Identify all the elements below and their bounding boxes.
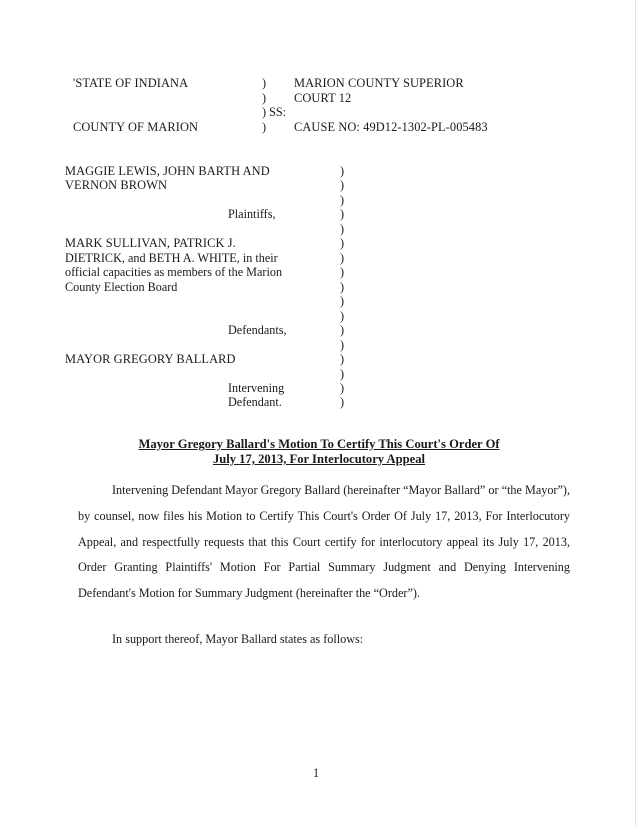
party-paren: ) [340, 164, 345, 178]
party-paren: ) [340, 265, 345, 279]
intervenor-role-line2: Defendant. [228, 395, 282, 409]
defendants-role: Defendants, [228, 323, 287, 337]
paragraph-2-text: In support thereof, Mayor Ballard states as follows: [112, 632, 364, 646]
plaintiffs-role: Plaintiffs, [228, 207, 276, 221]
party-paren: ) [340, 338, 345, 352]
party-paren: ) [340, 193, 345, 207]
caption-state: 'STATE OF INDIANA [73, 76, 189, 90]
party-paren: ) [340, 280, 345, 294]
plaintiffs-name-line2: VERNON BROWN [65, 178, 168, 192]
party-paren: ) [340, 251, 345, 265]
party-paren: ) [340, 381, 345, 395]
caption-cause-number: CAUSE NO: 49D12-1302-PL-005483 [294, 120, 488, 134]
party-paren: ) [340, 178, 345, 192]
party-paren: ) [340, 222, 345, 236]
party-paren: ) [340, 294, 345, 308]
body-paragraph-2 [78, 627, 570, 653]
party-paren: ) [340, 207, 345, 221]
scan-edge [635, 0, 636, 826]
caption-ss: ) SS: [262, 105, 287, 119]
party-paren: ) [340, 309, 345, 323]
party-paren: ) [340, 395, 345, 409]
motion-title-line2: July 17, 2013, For Interlocutory Appeal [212, 452, 426, 466]
caption-court-line2: COURT 12 [294, 91, 352, 105]
intervenor-role-line1: Intervening [228, 381, 285, 395]
motion-title-line1: Mayor Gregory Ballard's Motion To Certify This Court's Order Of [138, 437, 500, 451]
body-paragraph-1 [78, 478, 570, 607]
defendants-name-line1: MARK SULLIVAN, PATRICK J. [65, 236, 236, 250]
defendants-name-line4: County Election Board [65, 280, 178, 294]
intervenor-name: MAYOR GREGORY BALLARD [65, 352, 236, 366]
paragraph-1-text: Intervening Defendant Mayor Gregory Ballard (hereinafter “Mayor Ballard” or “the Mayor”), by counsel, now files his Motion to Certify This Court's Order Of July 17, 2013, For Interlocutory Appeal, and respectfully requests that this Court certify for interlocutory appeal its July 17, 2013, Order Granting Plaintiffs' Motion For Partial Summary Judgment and Denying Intervening Defendant's Motion for Summary Judgment (hereinafter the “Order”). [78, 483, 570, 601]
caption-paren: ) [262, 91, 267, 105]
page-number: 1 [313, 766, 320, 780]
party-paren: ) [340, 323, 345, 337]
party-paren: ) [340, 367, 345, 381]
caption-paren: ) [262, 76, 267, 90]
defendants-name-line2: DIETRICK, and BETH A. WHITE, in their [65, 251, 278, 265]
plaintiffs-name-line1: MAGGIE LEWIS, JOHN BARTH AND [65, 164, 270, 178]
caption-court-line1: MARION COUNTY SUPERIOR [294, 76, 464, 90]
party-paren: ) [340, 236, 345, 250]
caption-county: COUNTY OF MARION [73, 120, 199, 134]
party-paren: ) [340, 352, 345, 366]
caption-paren: ) [262, 120, 267, 134]
defendants-name-line3: official capacities as members of the Marion [65, 265, 283, 279]
